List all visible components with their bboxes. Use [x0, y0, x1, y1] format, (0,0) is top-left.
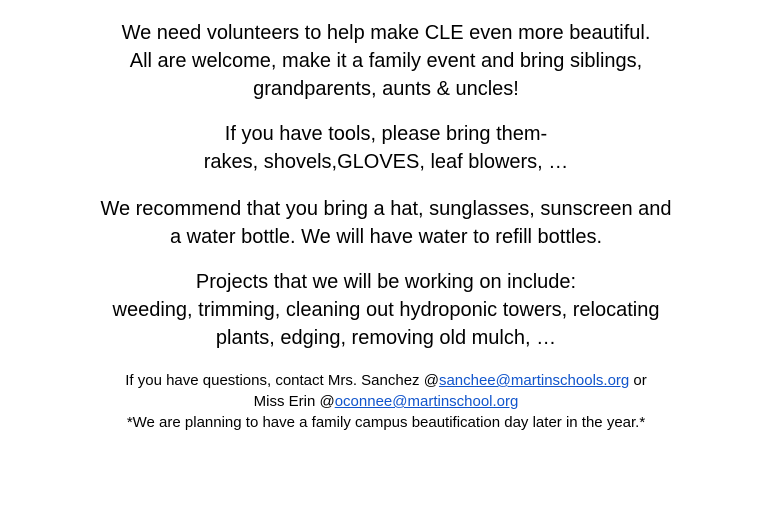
projects-line-1: Projects that we will be working on include: — [195, 271, 577, 293]
recommend-line-2: a water bottle. We will have water to refill bottles. — [169, 226, 603, 248]
email-link-erin[interactable]: oconnee@martinschool.org — [334, 393, 519, 410]
contact-prefix-1: If you have questions, contact Mrs. Sanchez @ — [125, 372, 439, 389]
projects-paragraph — [0, 268, 772, 352]
welcome-line-1: We need volunteers to help make CLE even more beautiful. — [121, 22, 651, 44]
contact-line-2 — [0, 391, 772, 412]
contact-suffix-1: or — [629, 372, 647, 389]
welcome-paragraph — [0, 19, 772, 103]
email-link-sanchez[interactable]: sanchee@martinschools.org — [438, 372, 630, 389]
welcome-line-2: All are welcome, make it a family event and bring siblings, — [129, 50, 643, 72]
contact-line-1 — [0, 370, 772, 391]
tools-paragraph — [0, 120, 772, 176]
recommend-line-1: We recommend that you bring a hat, sunglasses, sunscreen and — [100, 198, 672, 220]
contact-paragraph — [0, 370, 772, 433]
projects-line-2: weeding, trimming, cleaning out hydroponic towers, relocating — [112, 299, 660, 321]
contact-prefix-2: Miss Erin @ — [253, 393, 335, 410]
tools-line-2: rakes, shovels,GLOVES, leaf blowers, … — [203, 151, 569, 173]
projects-line-3: plants, edging, removing old mulch, … — [215, 327, 557, 349]
tools-line-1: If you have tools, please bring them- — [224, 123, 548, 145]
beautification-note: *We are planning to have a family campus beautification day later in the year.* — [126, 414, 646, 431]
welcome-line-3: grandparents, aunts & uncles! — [253, 78, 519, 100]
recommend-paragraph — [0, 195, 772, 251]
